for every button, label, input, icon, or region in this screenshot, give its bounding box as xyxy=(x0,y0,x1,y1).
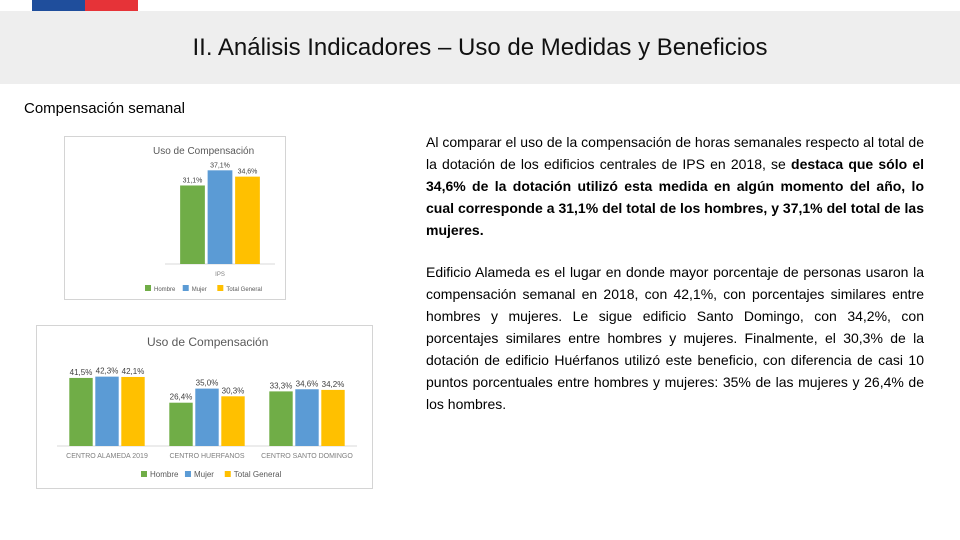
chart1-legend-swatch xyxy=(145,285,151,291)
chart2-data-label: 34,2% xyxy=(321,379,345,389)
chart2-data-label: 34,6% xyxy=(295,379,319,389)
chart2-bar xyxy=(221,396,244,446)
chart1-data-label: 34,6% xyxy=(237,168,258,176)
chart2-bar xyxy=(321,390,344,446)
chart2-bar xyxy=(69,378,92,446)
paragraph-2: Edificio Alameda es el lugar en donde mayor porcentaje de personas usaron la compensación semanal en 2018, con 42,1%, con porcentajes similares entre hombres y mujeres. Le sigue edificio Santo Domingo, con 34,2%, con porcentajes similares entre hombres y mujeres. Finalmente, el 30,3% de la dotación de edificio Huérfanos utilizó este beneficio, con diferencia de casi 10 puntos porcentuales entre hombres y mujeres: 35% de las mujeres y 26,4% de los hombres. xyxy=(426,264,924,412)
chart2-legend-swatch xyxy=(185,471,191,477)
chart1-data-label: 31,1% xyxy=(182,177,203,185)
chart1-legend-label: Mujer xyxy=(191,287,207,293)
chart-ips-total xyxy=(64,136,286,300)
section-title: Compensación semanal xyxy=(24,100,185,117)
chart2-bar xyxy=(169,403,192,446)
chart1-title: Uso de Compensación xyxy=(153,146,255,157)
chart2-category-label: CENTRO SANTO DOMINGO xyxy=(261,453,353,460)
logo-flag-bar xyxy=(32,0,138,11)
chart1-data-label: 37,1% xyxy=(210,162,230,170)
logo-flag-red xyxy=(85,0,138,11)
page-title: II. Análisis Indicadores – Uso de Medidas y Beneficios xyxy=(192,34,768,61)
chart2-data-label: 42,3% xyxy=(95,366,119,376)
chart2-bar xyxy=(121,377,144,446)
chart2-data-label: 33,3% xyxy=(269,381,293,391)
logo-flag-blue xyxy=(32,0,85,11)
chart1-bar xyxy=(235,177,260,264)
chart-by-building-svg xyxy=(37,326,372,488)
chart2-bar xyxy=(95,377,118,446)
chart2-data-label: 30,3% xyxy=(221,386,245,396)
chart2-legend-label: Hombre xyxy=(150,470,179,479)
chart2-data-label: 41,5% xyxy=(69,367,93,377)
chart2-category-label: CENTRO ALAMEDA 2019 xyxy=(66,453,148,460)
chart2-legend-swatch xyxy=(225,471,231,477)
chart2-data-label: 26,4% xyxy=(169,392,193,402)
chart2-bar xyxy=(295,389,318,446)
chart2-bar xyxy=(269,391,292,446)
chart2-bar xyxy=(195,389,218,446)
chart1-legend-swatch xyxy=(217,285,223,291)
chart2-data-label: 35,0% xyxy=(195,378,219,388)
chart2-legend-label: Mujer xyxy=(193,470,214,479)
chart-by-building xyxy=(36,325,373,489)
chart2-category-label: CENTRO HUERFANOS xyxy=(169,453,245,460)
chart1-legend-label: Hombre xyxy=(154,287,176,293)
chart1-category-label: IPS xyxy=(215,272,225,278)
chart1-legend-swatch xyxy=(183,285,189,291)
paragraph-1-bold: destaca que sólo el 34,6% de la dotación utilizó esta medida en algún momento del año, lo cual corresponde a 31,1% del total de los hombres, y 37,1% del total de las mujeres. xyxy=(426,156,924,238)
chart2-legend-swatch xyxy=(141,471,147,477)
chart1-legend-label: Total General xyxy=(226,287,263,293)
chart1-bar xyxy=(180,185,205,264)
chart-ips-total-svg xyxy=(65,137,285,299)
chart1-bar xyxy=(208,170,233,264)
paragraph-1 xyxy=(426,131,924,241)
paragraph-1-text: Al comparar el uso de la compensación de horas semanales respecto al total de la dotación de los edificios centrales de IPS en 2018, se xyxy=(426,134,924,172)
chart2-data-label: 42,1% xyxy=(121,366,145,376)
chart2-title: Uso de Compensación xyxy=(147,335,269,349)
chart2-legend-label: Total General xyxy=(233,470,282,479)
